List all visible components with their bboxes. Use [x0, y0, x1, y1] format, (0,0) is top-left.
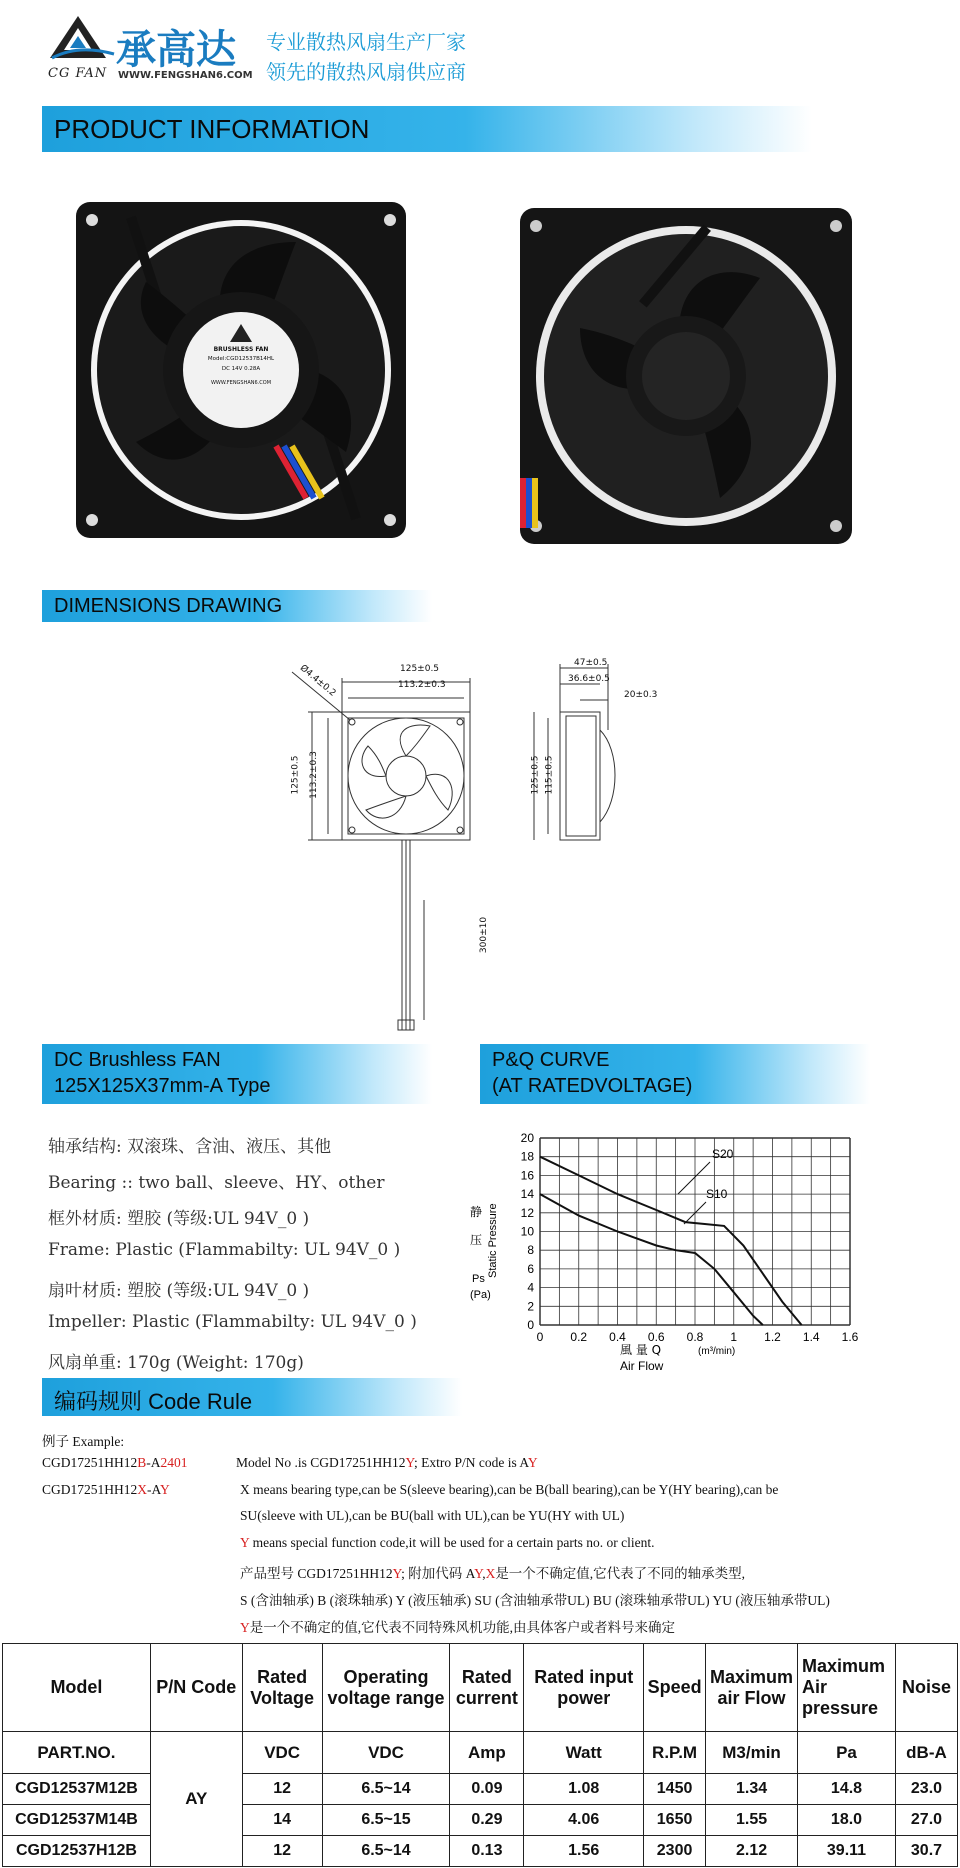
- dimensions-drawing: [290, 650, 670, 1035]
- xlabel-cn: 風 量 Q: [620, 1343, 662, 1357]
- example-label: 例子 Example:: [42, 1434, 125, 1449]
- cell-voltage: 12: [242, 1836, 322, 1867]
- pn-code-cell: AY: [150, 1732, 242, 1867]
- spec-line: 轴承结构: 双滚珠、含油、液压、其他: [48, 1137, 332, 1157]
- cn-line-2: S (含油轴承) B (滚珠轴承) Y (液压轴承) SU (含油轴承带UL) BU (滚珠轴承带UL) YU (液压轴承带UL): [240, 1593, 830, 1608]
- dim-depth-total: 47±0.5: [574, 658, 608, 668]
- header-rated-voltage: Rated Voltage: [242, 1644, 322, 1732]
- cell-voltage: 12: [242, 1774, 322, 1805]
- xlabel-en: Air Flow: [620, 1359, 664, 1373]
- unit-part: PART.NO.: [3, 1732, 151, 1774]
- x-tick-label: 1.4: [802, 1330, 820, 1344]
- slogan-2: 领先的散热风扇供应商: [266, 60, 466, 84]
- dimensions-banner: [42, 590, 432, 622]
- dim-cable: 300±10: [479, 916, 490, 954]
- unit-noise: dB-A: [895, 1732, 957, 1774]
- header-max-pressure: Maximum Air pressure: [798, 1644, 896, 1732]
- header-row: [3, 1644, 958, 1732]
- units-row: [3, 1732, 958, 1774]
- header-speed: Speed: [644, 1644, 706, 1732]
- unit-speed: R.P.M: [644, 1732, 706, 1774]
- unit-flow: M3/min: [706, 1732, 798, 1774]
- fan-type-banner: [42, 1044, 432, 1104]
- unit-voltage: VDC: [242, 1732, 322, 1774]
- y-tick-label: 6: [527, 1261, 534, 1276]
- brand-name-cn: 承高达: [116, 27, 236, 73]
- table-row: [3, 1774, 958, 1805]
- x-tick-label: 0.4: [609, 1330, 626, 1344]
- cell-power: 4.06: [524, 1805, 644, 1836]
- ylabel-cn-2: 压: [470, 1233, 483, 1247]
- x-tick-label: 0.6: [647, 1330, 665, 1344]
- series-s20-line: [540, 1157, 802, 1325]
- cell-noise: 30.7: [895, 1836, 957, 1867]
- x-tick-label: 1.2: [764, 1330, 781, 1344]
- fan-sticker-line-1: BRUSHLESS FAN: [213, 346, 269, 353]
- cn-part: 是一个不确定值,它代表了不同的轴承类型,: [495, 1566, 746, 1581]
- cn-part: 是一个不确定的值,它代表不同特殊风机功能,由具体客户或者料号来确定: [249, 1620, 675, 1635]
- y-desc: means special function code,it will be used for a certain parts no. or client.: [249, 1535, 655, 1550]
- cell-current: 0.09: [450, 1774, 524, 1805]
- brand-name-en: CG FAN: [48, 66, 108, 81]
- code-part: -A: [147, 1482, 161, 1497]
- ylabel-unit-2: (Pa): [470, 1289, 491, 1301]
- section-title: DIMENSIONS DRAWING: [54, 595, 283, 617]
- unit-pressure: Pa: [798, 1732, 896, 1774]
- ylabel-en: Static Pressure: [487, 1203, 499, 1278]
- y-tick-label: 20: [520, 1131, 534, 1145]
- cn-part-red: Y: [392, 1566, 402, 1581]
- header-rated-current: Rated current: [450, 1644, 524, 1732]
- desc-part-red: Y: [405, 1455, 415, 1470]
- desc-part: ; Extro P/N code is A: [414, 1455, 528, 1470]
- xlabel-unit: (m³/min): [698, 1346, 736, 1357]
- cell-power: 1.08: [524, 1774, 644, 1805]
- dim-width-outer: 125±0.5: [400, 664, 440, 674]
- series-label-s20: S20: [712, 1147, 734, 1161]
- section-title: PRODUCT INFORMATION: [54, 114, 370, 144]
- code-part-red: Y: [160, 1482, 170, 1497]
- header-max-flow: Maximum air Flow: [706, 1644, 798, 1732]
- cn-part-red: Y: [474, 1566, 483, 1581]
- slogan-1: 专业散热风扇生产厂家: [266, 30, 466, 54]
- y-letter: Y: [240, 1535, 250, 1550]
- x-tick-label: 0: [536, 1330, 544, 1344]
- code-part-red: 2401: [160, 1455, 188, 1470]
- cell-model: CGD12537H12B: [3, 1836, 151, 1867]
- cn-part-red: X: [485, 1566, 496, 1581]
- cell-range: 6.5~14: [322, 1774, 450, 1805]
- fan-type-line-1: DC Brushless FAN: [54, 1049, 221, 1071]
- cell-pressure: 39.11: [798, 1836, 896, 1867]
- x-tick-label: 1: [730, 1330, 738, 1344]
- unit-current: Amp: [450, 1732, 524, 1774]
- header-operating: Operating voltage range: [322, 1644, 450, 1732]
- cn-part: ; 附加代码 A: [401, 1566, 475, 1581]
- dim-depth-frame: 36.6±0.5: [568, 674, 610, 684]
- unit-power: Watt: [524, 1732, 644, 1774]
- dim-side-height-inner: 115±0.5: [544, 755, 555, 795]
- cell-model: CGD12537M14B: [3, 1805, 151, 1836]
- desc-part: Model No .is CGD17251HH12: [236, 1455, 406, 1470]
- table-row: [3, 1836, 958, 1867]
- header-model: Model: [3, 1644, 151, 1732]
- triangle-logo-icon: [48, 14, 118, 64]
- example-1-code: [42, 1455, 188, 1471]
- series-s10-line: [540, 1194, 763, 1325]
- x-tick-label: 1.6: [841, 1330, 859, 1344]
- code-part-red: B: [137, 1455, 147, 1470]
- y-tick-label: 8: [527, 1243, 534, 1258]
- dim-height-outer: 125±0.5: [290, 755, 301, 795]
- product-info-banner: [42, 106, 812, 152]
- cell-flow: 1.34: [706, 1774, 798, 1805]
- cell-voltage: 14: [242, 1805, 322, 1836]
- cell-model: CGD12537M12B: [3, 1774, 151, 1805]
- dim-height-inner: 113.2±0.3: [308, 751, 319, 799]
- code-rule-banner: [42, 1378, 462, 1416]
- dim-side-height-outer: 125±0.5: [530, 755, 541, 795]
- unit-range: VDC: [322, 1732, 450, 1774]
- cell-noise: 27.0: [895, 1805, 957, 1836]
- pq-title-line-2: (AT RATEDVOLTAGE): [492, 1075, 693, 1097]
- y-tick-label: 10: [520, 1224, 534, 1239]
- y-tick-label: 2: [527, 1299, 534, 1314]
- cell-range: 6.5~15: [322, 1805, 450, 1836]
- y-meaning-line: [240, 1535, 655, 1551]
- dim-width-inner: 113.2±0.3: [398, 680, 446, 690]
- cn-part: 产品型号 CGD17251HH12: [240, 1566, 393, 1581]
- example-2-code: [42, 1482, 170, 1498]
- header-noise: Noise: [895, 1644, 957, 1732]
- code-part: CGD17251HH12: [42, 1455, 138, 1470]
- y-tick-label: 0: [527, 1318, 534, 1332]
- spec-table: [2, 1643, 958, 1867]
- ylabel-cn-1: 静: [470, 1205, 483, 1219]
- dim-hole: Ø4.4±0.2: [297, 663, 338, 699]
- cell-pressure: 14.8: [798, 1774, 896, 1805]
- x-tick-label: 0.2: [570, 1330, 588, 1344]
- brand-logo: [48, 14, 118, 64]
- spec-line: 框外材质: 塑胶 (等级:UL 94V_0 ): [48, 1209, 310, 1229]
- pq-title-line-1: P&Q CURVE: [492, 1049, 610, 1071]
- series-label-s10: S10: [706, 1187, 728, 1201]
- spec-line: 扇叶材质: 塑胶 (等级:UL 94V_0 ): [48, 1281, 310, 1301]
- cell-speed: 2300: [644, 1836, 706, 1867]
- cell-range: 6.5~14: [322, 1836, 450, 1867]
- pq-banner: [480, 1044, 870, 1104]
- cell-pressure: 18.0: [798, 1805, 896, 1836]
- ylabel-unit-1: Ps: [472, 1273, 485, 1285]
- y-tick-label: 18: [520, 1149, 534, 1164]
- cell-flow: 2.12: [706, 1836, 798, 1867]
- cell-flow: 1.55: [706, 1805, 798, 1836]
- spec-line: 风扇单重: 170g (Weight: 170g): [48, 1353, 304, 1373]
- table-row: [3, 1805, 958, 1836]
- x-meaning-line-1: X means bearing type,can be S(sleeve bearing),can be B(ball bearing),can be Y(HY bearing),can be: [240, 1482, 779, 1497]
- spec-line: Impeller: Plastic (Flammabilty: UL 94V_0 ): [48, 1312, 417, 1332]
- y-tick-label: 16: [520, 1168, 534, 1183]
- x-meaning-line-2: SU(sleeve with UL),can be BU(ball with UL),can be YU(HY with UL): [240, 1508, 625, 1523]
- cell-noise: 23.0: [895, 1774, 957, 1805]
- desc-part-red: Y: [527, 1455, 538, 1470]
- cn-line-1: [240, 1562, 745, 1582]
- cell-current: 0.13: [450, 1836, 524, 1867]
- cell-current: 0.29: [450, 1805, 524, 1836]
- cell-power: 1.56: [524, 1836, 644, 1867]
- cell-speed: 1650: [644, 1805, 706, 1836]
- cn-part: ,: [482, 1566, 486, 1581]
- code-part: CGD17251HH12: [42, 1482, 138, 1497]
- cn-part-red: Y: [240, 1620, 250, 1635]
- cell-speed: 1450: [644, 1774, 706, 1805]
- pq-chart: [470, 1120, 890, 1382]
- header-pn: P/N Code: [150, 1644, 242, 1732]
- spec-line: Frame: Plastic (Flammabilty: UL 94V_0 ): [48, 1240, 401, 1260]
- y-tick-label: 12: [520, 1205, 534, 1220]
- dim-depth-hub: 20±0.3: [624, 690, 658, 700]
- cn-line-3: [240, 1616, 675, 1636]
- spec-line: Bearing :: two ball、sleeve、HY、other: [48, 1173, 385, 1193]
- x-tick-label: 0.8: [686, 1330, 704, 1344]
- code-part-red: X: [137, 1482, 148, 1497]
- y-tick-label: 4: [527, 1280, 534, 1295]
- fan-sticker-line-2: Model:CGD12537B14HL: [207, 356, 275, 362]
- code-part: -A: [146, 1455, 161, 1470]
- fan-type-line-2: 125X125X37mm-A Type: [54, 1075, 271, 1097]
- section-title: 编码规则 Code Rule: [54, 1389, 253, 1414]
- example-1-desc: [236, 1455, 538, 1471]
- header-rated-power: Rated input power: [524, 1644, 644, 1732]
- fan-sticker-line-3: DC 14V 0.28A: [221, 366, 261, 372]
- fan-back-image: [520, 208, 852, 544]
- website: WWW.FENGSHAN6.COM: [118, 70, 253, 81]
- y-tick-label: 14: [520, 1187, 534, 1202]
- fan-sticker-line-4: WWW.FENGSHAN6.COM: [210, 380, 272, 386]
